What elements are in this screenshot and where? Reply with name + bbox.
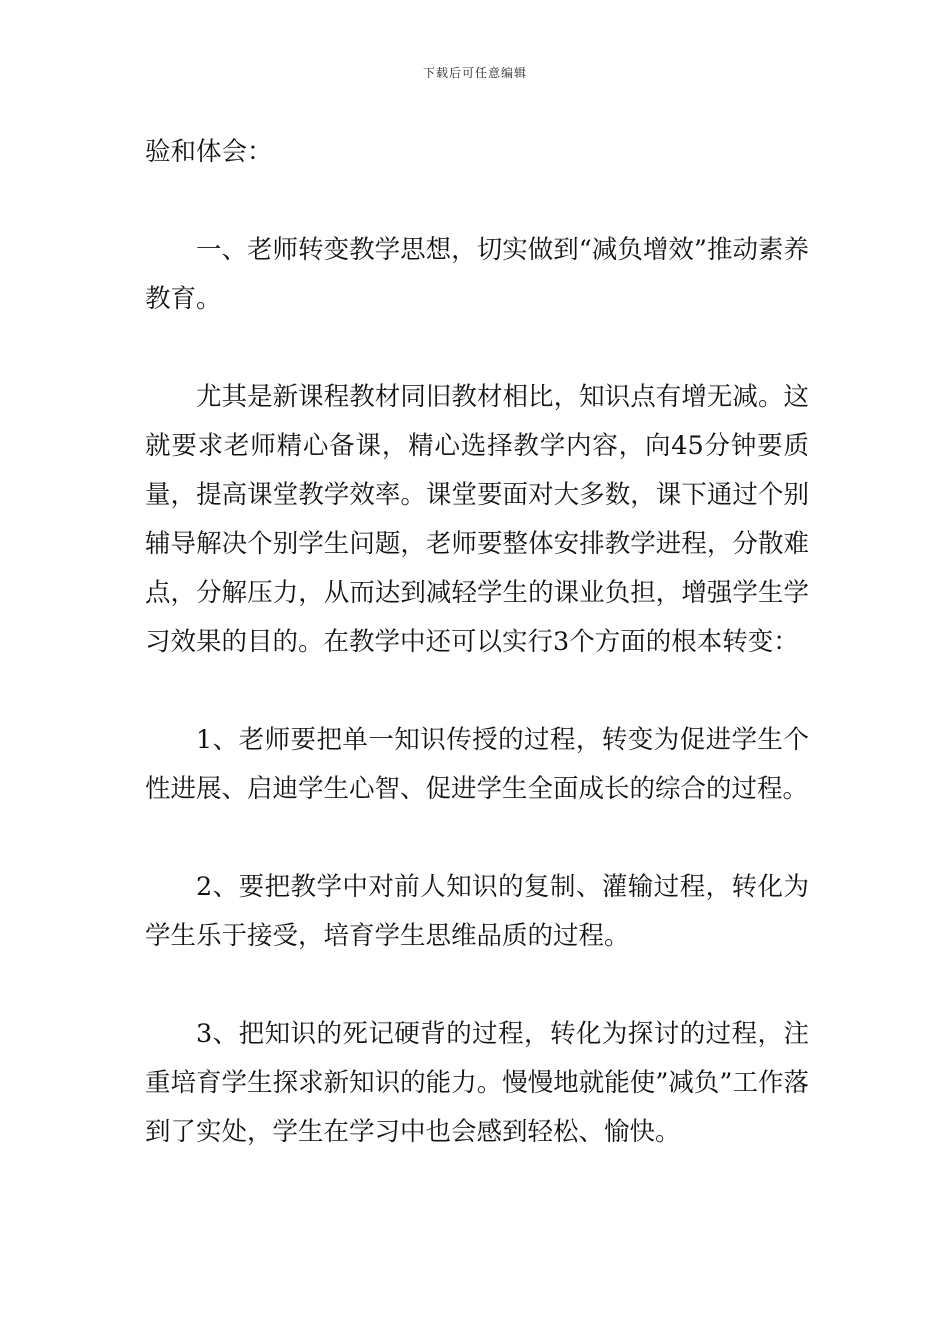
paragraph-point-2: 2、要把教学中对前人知识的复制、灌输过程，转化为学生乐于接受，培育学生思维品质的过程。 [145,872,809,951]
paragraph-point-1: 1、老师要把单一知识传授的过程，转变为促进学生个性进展、启迪学生心智、促进学生全面成长的综合的过程。 [145,725,809,804]
document-body [145,128,809,1206]
paragraph-point-3: 3、把知识的死记硬背的过程，转化为探讨的过程，注重培育学生探求新知识的能力。慢慢地就能使”减负”工作落到了实处，学生在学习中也会感到轻松、愉快。 [145,1019,809,1147]
paragraph-body: 尤其是新课程教材同旧教材相比，知识点有增无减。这就要求老师精心备课，精心选择教学内容，向45分钟要质量，提高课堂教学效率。课堂要面对大多数，课下通过个别辅导解决个别学生问题，老师要整体安排教学进程，分散难点，分解压力，从而达到减轻学生的课业负担，增强学生学习效果的目的。在教学中还可以实行3个方面的根本转变： [145,382,809,657]
paragraph-continuation: 验和体会： [145,137,273,167]
paragraph-section-one-heading: 一、老师转变教学思想，切实做到“减负增效”推动素养教育。 [145,235,809,314]
page-header: 下载后可任意编辑 [422,66,527,80]
